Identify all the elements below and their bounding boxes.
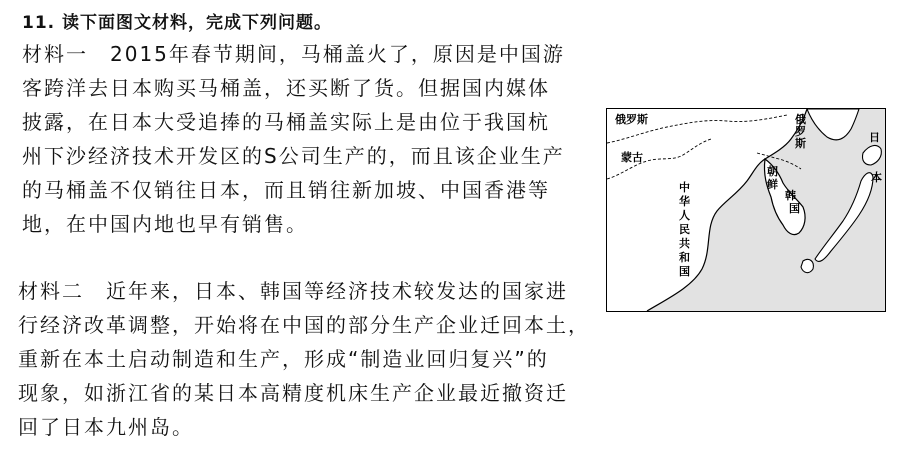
material-two-line: 回了日本九州岛。 [18,415,194,439]
label-south-korea: 韩 国 [785,189,800,215]
material-one-line: 州下沙经济技术开发区的S公司生产的，而且该企业生产 [22,144,565,168]
material-one-paragraph [22,37,565,241]
material-one-line: 的马桶盖不仅销往日本，而且销往新加坡、中国香港等 [22,178,550,202]
map-graphic [607,109,885,311]
material-one-line: 材料一 2015年春节期间，马桶盖火了，原因是中国游 [22,42,565,66]
material-two-line: 材料二 近年来，日本、韩国等经济技术较发达的国家进 [18,279,568,303]
japan-kyushu [801,259,813,272]
east-asia-map [606,108,886,312]
material-one-line: 披露，在日本大受追捧的马桶盖实际上是由位于我国杭 [22,110,550,134]
material-two-line: 行经济改革调整，开始将在中国的部分生产企业迁回本土， [18,313,590,337]
label-japan: 日 本 [869,131,882,184]
label-russia-left: 俄罗斯 [615,113,648,126]
label-russia-right-3: 斯 [795,137,806,150]
material-two-line: 重新在本土启动制造和生产，形成“制造业回归复兴”的 [18,347,549,371]
label-china: 中 华 人 民 共 和 国 [679,181,690,278]
label-russia-right-2: 罗 [795,125,806,138]
material-one-line: 地，在中国内地也早有销售。 [22,212,308,236]
material-one-line: 客跨洋去日本购买马桶盖，还买断了货。但据国内媒体 [22,76,550,100]
question-title: 11. 读下面图文材料，完成下列问题。 [22,13,333,33]
material-two-paragraph [18,274,590,444]
label-north-korea: 朝 鲜 [767,165,778,191]
label-mongolia: 蒙古 [621,151,643,164]
material-two-line: 现象，如浙江省的某日本高精度机床生产企业最近撤资迁 [18,381,568,405]
label-russia-right-1: 俄 [795,113,806,126]
